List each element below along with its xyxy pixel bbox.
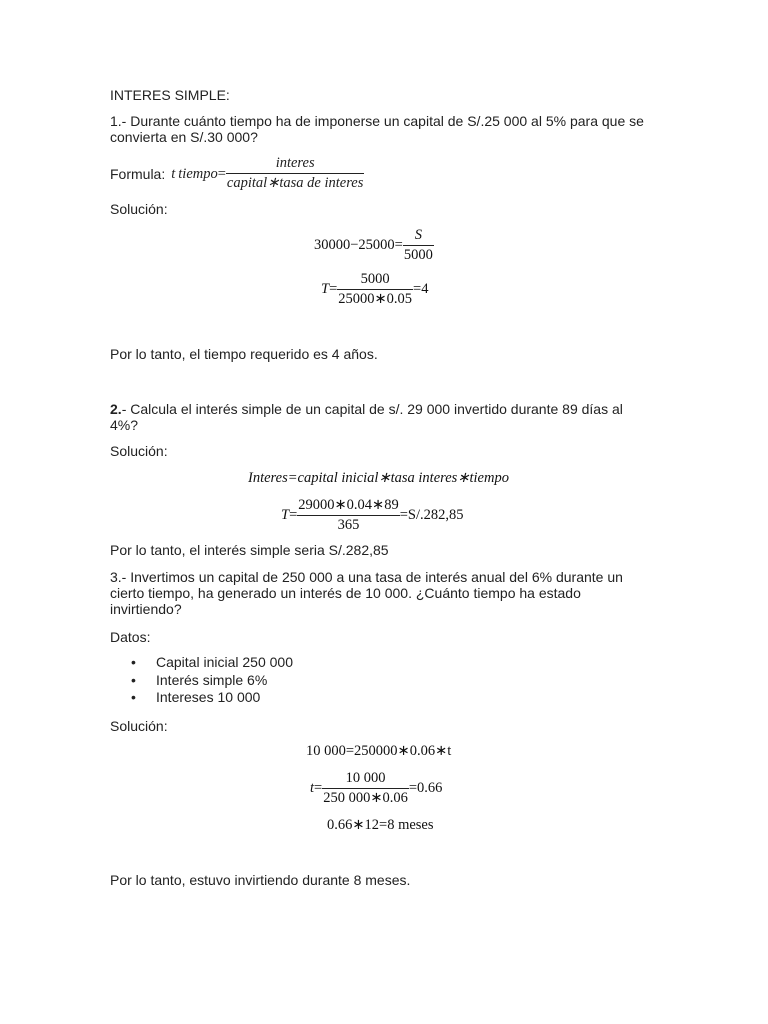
- problem1-equation2: T = $\frac{5000}{25000∗0.05}$ =4: [321, 271, 429, 307]
- formula-lhs-prefix: t: [171, 165, 176, 182]
- list-item: • Intereses 10 000: [110, 689, 293, 707]
- problem2-number: 2.: [110, 401, 122, 417]
- problem1-statement-line2: convierta en S/.30 000?: [110, 129, 258, 145]
- problem1-eq1-fraction: [403, 227, 434, 264]
- problem3-eq2-lhs: t: [310, 780, 315, 796]
- problem2-solution-label: Solución:: [110, 443, 168, 459]
- list-item: • Interés simple 6%: [110, 672, 293, 690]
- problem2-equation1: Interes=capital inicial∗tasa interes∗tiempo: [248, 470, 509, 486]
- problem3-statement-line3: invirtiendo?: [110, 601, 182, 617]
- problem3-solution-label: Solución:: [110, 718, 168, 734]
- formula-label: Formula:: [110, 165, 166, 182]
- problem2-equation2: T = $\frac{29000∗0.04∗89}{365}$ =S/.282,85: [281, 497, 464, 533]
- problem1-eq2-numerator: 5000: [360, 271, 390, 287]
- problem2-statement-line2: 4%?: [110, 417, 139, 433]
- problem1-formula: Formula: t tiempo = $\frac{\text{interes}}{\text{capital∗tasa de interes}}$: [110, 155, 364, 191]
- problem2-statement-text: - Calcula el interés simple de un capital de s/. 29 000 invertido durante 89 días al: [121, 401, 623, 417]
- problem1-eq2-fraction: [337, 271, 413, 308]
- list-item: • Capital inicial 250 000: [110, 654, 293, 672]
- problem3-eq2-rhs: =0.66: [408, 780, 443, 796]
- problem3-eq2-numerator: 10 000: [345, 770, 386, 786]
- problem3-statement-line1: 3.- Invertimos un capital de 250 000 a una tasa de interés anual del 6% durante un: [110, 569, 623, 585]
- problem1-solution-label: Solución:: [110, 201, 168, 217]
- document-title: INTERES SIMPLE:: [110, 87, 230, 103]
- formula-fraction: [226, 155, 364, 192]
- formula-lhs: tiempo: [178, 165, 218, 182]
- formula-numerator: interes: [275, 155, 315, 171]
- problem1-eq2-denominator: 25000∗0.05: [338, 291, 413, 307]
- problem1-equation1: [314, 227, 434, 264]
- problem2-eq2-rhs: =S/.282,85: [399, 507, 464, 523]
- problem1-eq2-rhs: =4: [413, 281, 429, 297]
- problem2-statement-line1: [110, 401, 623, 417]
- problem2-eq2-fraction: [297, 497, 399, 534]
- problem1-eq1-denominator: 5000: [403, 247, 433, 263]
- problem1-statement-line1: 1.- Durante cuánto tiempo ha de imponerse un capital de S/.25 000 al 5% para que se: [110, 113, 644, 129]
- problem2-eq2-denominator: 365: [297, 515, 399, 534]
- problem3-eq1-text: 10 000=250000∗0.06∗t: [306, 743, 452, 759]
- problem1-eq1-lhs: 30000−25000=: [314, 237, 403, 253]
- problem3-eq2-fraction: [322, 770, 409, 807]
- problem1-conclusion: Por lo tanto, el tiempo requerido es 4 años.: [110, 346, 378, 362]
- formula-denominator: capital∗tasa de interes: [226, 175, 364, 191]
- problem3-equation3: 0.66∗12=8 meses: [327, 817, 434, 833]
- problem3-equation1: [306, 743, 451, 760]
- problem3-statement-line2: cierto tiempo, ha generado un interés de 10 000. ¿Cuánto tiempo ha estado: [110, 585, 581, 601]
- problem3-eq2-denominator: 250 000∗0.06: [323, 790, 408, 806]
- problem3-datos-label: Datos:: [110, 629, 151, 645]
- problem2-eq2-lhs: T: [281, 507, 290, 523]
- datos-list: [110, 654, 293, 707]
- problem1-eq1-numerator: S: [414, 227, 422, 243]
- problem2-eq2-numerator: 29000∗0.04∗89: [298, 497, 399, 513]
- problem3-equation2: t = $\frac{10 000}{250 000∗0.06}$ =0.66: [310, 770, 443, 806]
- problem1-eq2-lhs: T: [321, 281, 330, 297]
- problem3-conclusion: Por lo tanto, estuvo invirtiendo durante 8 meses.: [110, 872, 411, 888]
- problem2-conclusion: Por lo tanto, el interés simple seria S/.282,85: [110, 542, 389, 558]
